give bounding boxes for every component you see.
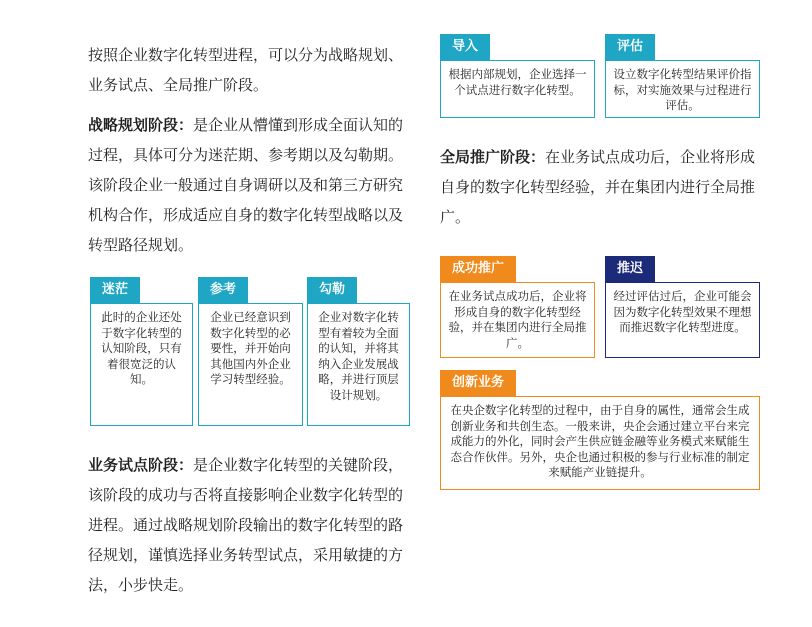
card-delay [605, 256, 760, 358]
intro-paragraph: 按照企业数字化转型进程，可以分为战略规划、业务试点、全局推广阶段。 [88, 46, 404, 94]
card-success-tag: 成功推广 [440, 256, 516, 282]
card-daoru-box [440, 60, 595, 118]
card-cankao-text: 企业已经意识到数字化转型的必要性，并开始向其他国内外企业学习转型经验。 [210, 310, 291, 386]
card-innovation-tag: 创新业务 [440, 370, 516, 396]
strategy-text: 是企业从懵懂到形成全面认知的过程，具体可分为迷茫期、参考期以及勾勒期。该阶段企业一般通过自身调研以及和第三方研究机构合作，形成适应自身的数字化转型战略以及转型路径规划。 [88, 116, 404, 254]
card-pinggu [605, 34, 760, 118]
card-cankao-box [198, 303, 303, 426]
card-cankao [198, 277, 303, 426]
card-pinggu-text: 设立数字化转型结果评价指标，对实施效果与过程进行评估。 [613, 67, 752, 112]
card-delay-text: 经过评估过后，企业可能会因为数字化转型效果不理想而推迟数字化转型进度。 [613, 289, 752, 334]
pilot-lead: 业务试点阶段： [88, 456, 194, 474]
rollout-lead: 全局推广阶段： [440, 148, 546, 166]
card-daoru-text: 根据内部规划，企业选择一个试点进行数字化转型。 [448, 67, 587, 97]
pilot-paragraph [88, 450, 410, 600]
rollout-paragraph [440, 142, 760, 232]
card-cankao-tag: 参考 [198, 277, 248, 303]
card-daoru [440, 34, 595, 118]
card-gouleo-tag: 勾勒 [307, 277, 357, 303]
card-delay-tag: 推迟 [605, 256, 655, 282]
card-gouleo-text: 企业对数字化转型有着较为全面的认知，并将其纳入企业发展战略，并进行顶层设计规划。 [318, 310, 399, 402]
strategy-paragraph [88, 110, 408, 260]
card-success-box [440, 282, 595, 358]
card-pinggu-box [605, 60, 760, 118]
card-daoru-tag: 导入 [440, 34, 490, 60]
card-mimang [90, 277, 193, 426]
card-mimang-tag: 迷茫 [90, 277, 140, 303]
rollout-text: 在业务试点成功后，企业将形成自身的数字化转型经验，并在集团内进行全局推广。 [440, 148, 756, 226]
card-mimang-text: 此时的企业还处于数字化转型的认知阶段，只有着很宽泛的认知。 [101, 310, 182, 386]
card-innovation [440, 370, 760, 490]
card-innovation-box [440, 396, 760, 490]
pilot-text: 是企业数字化转型的关键阶段，该阶段的成功与否将直接影响企业数字化转型的进程。通过战略规划阶段输出的数字化转型的路径规划，谨慎选择业务转型试点，采用敏捷的方法，小步快走。 [88, 456, 404, 594]
strategy-lead: 战略规划阶段： [88, 116, 194, 134]
card-success [440, 256, 595, 358]
card-mimang-box [90, 303, 193, 426]
card-gouleo [307, 277, 410, 426]
card-success-text: 在业务试点成功后，企业将形成自身的数字化转型经验，并在集团内进行全局推广。 [448, 289, 587, 350]
card-gouleo-box [307, 303, 410, 426]
card-innovation-text: 在央企数字化转型的过程中，由于自身的属性，通常会生成创新业务和共创生态。一般来讲，央企会通过建立平台来完成能力的外化，同时会产生供应链金融等业务模式来赋能生态合作伙伴。另外，央企也通过积极的参与行业标准的制定来赋能产业链提升。 [450, 403, 750, 479]
card-delay-box [605, 282, 760, 358]
card-pinggu-tag: 评估 [605, 34, 655, 60]
